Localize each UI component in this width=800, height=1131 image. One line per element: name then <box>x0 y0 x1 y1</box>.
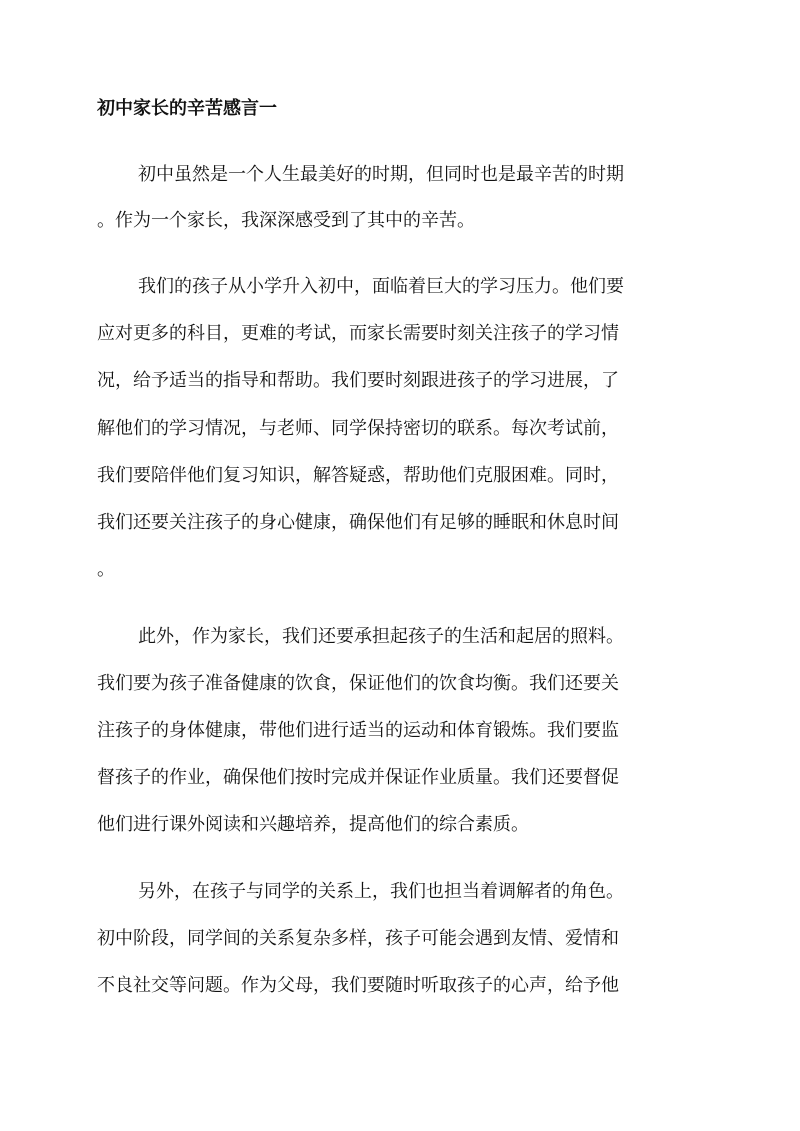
document-title: 初中家长的辛苦感言一 <box>97 98 277 119</box>
paragraph-2-line-4: 解他们的学习情况，与老师、同学保持密切的联系。每次考试前， <box>97 418 619 439</box>
paragraph-1-line-1: 初中虽然是一个人生最美好的时期，但同时也是最辛苦的时期 <box>138 164 624 185</box>
paragraph-4-line-2: 初中阶段，同学间的关系复杂多样，孩子可能会遇到友情、爱情和 <box>97 928 619 949</box>
paragraph-3-line-4: 督孩子的作业，确保他们按时完成并保证作业质量。我们还要督促 <box>97 767 619 788</box>
paragraph-3-line-3: 注孩子的身体健康，带他们进行适当的运动和体育锻炼。我们要监 <box>97 720 619 741</box>
paragraph-2-line-6: 我们还要关注孩子的身心健康，确保他们有足够的睡眠和休息时间 <box>97 512 619 533</box>
paragraph-2-line-3: 况，给予适当的指导和帮助。我们要时刻跟进孩子的学习进展，了 <box>97 370 619 391</box>
paragraph-3-line-5: 他们进行课外阅读和兴趣培养，提高他们的综合素质。 <box>97 814 529 835</box>
paragraph-2-line-5: 我们要陪伴他们复习知识，解答疑惑，帮助他们克服困难。同时， <box>97 465 619 486</box>
paragraph-1-line-2: 。作为一个家长，我深深感受到了其中的辛苦。 <box>97 210 475 231</box>
paragraph-4-line-3: 不良社交等问题。作为父母，我们要随时听取孩子的心声，给予他 <box>97 975 619 996</box>
paragraph-2-line-7: 。 <box>97 559 115 580</box>
paragraph-4-line-1: 另外，在孩子与同学的关系上，我们也担当着调解者的角色。 <box>138 881 624 902</box>
paragraph-3-line-1: 此外，作为家长，我们还要承担起孩子的生活和起居的照料。 <box>138 626 624 647</box>
paragraph-2-line-1: 我们的孩子从小学升入初中，面临着巨大的学习压力。他们要 <box>138 276 624 297</box>
paragraph-3-line-2: 我们要为孩子准备健康的饮食，保证他们的饮食均衡。我们还要关 <box>97 673 619 694</box>
paragraph-2-line-2: 应对更多的科目，更难的考试，而家长需要时刻关注孩子的学习情 <box>97 323 619 344</box>
